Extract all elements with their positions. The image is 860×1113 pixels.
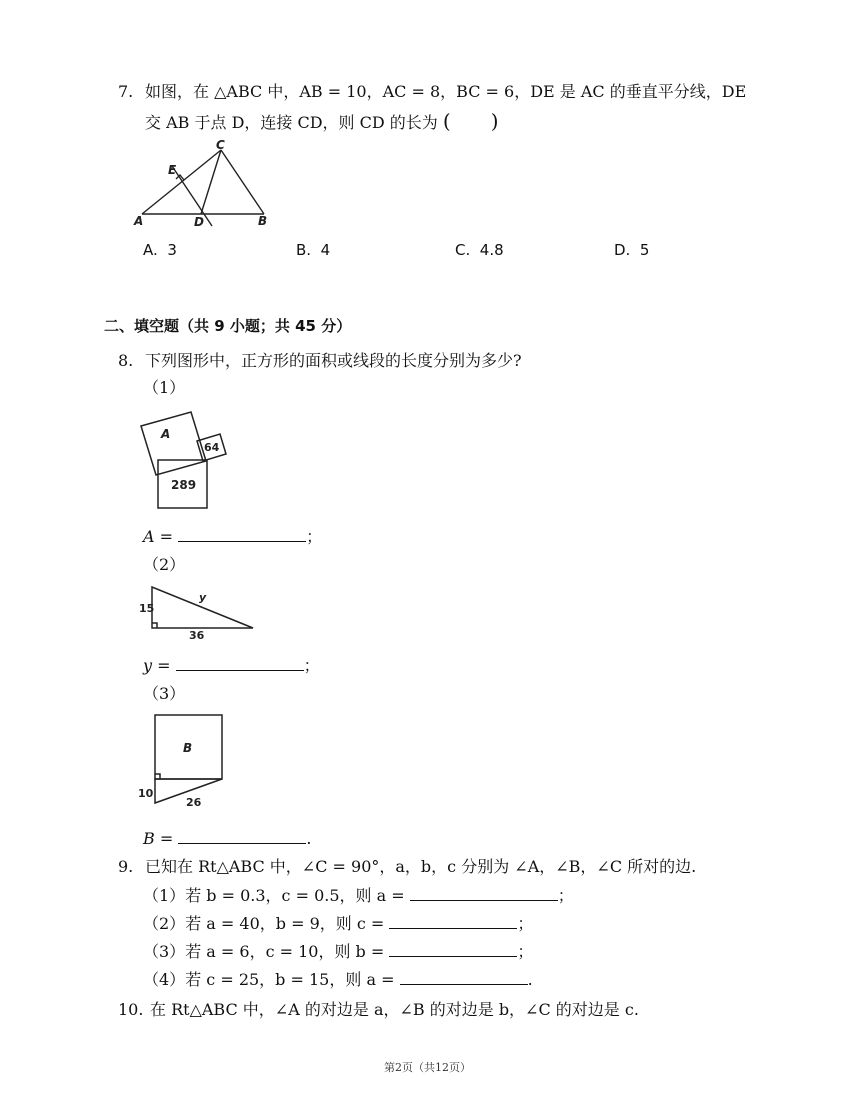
answer-prefix: B = bbox=[143, 829, 174, 848]
answer-blank[interactable] bbox=[178, 829, 306, 844]
q8-answer-a bbox=[143, 527, 322, 547]
leg-36-label: 36 bbox=[189, 629, 205, 640]
item-end: ； bbox=[517, 914, 534, 933]
q7-choice-b bbox=[296, 240, 330, 260]
square-64-label: 64 bbox=[204, 441, 220, 454]
item-end: . bbox=[527, 970, 533, 989]
q7-triangle-figure bbox=[130, 138, 280, 230]
section-title: 二、填空题（共 9 小题；共 45 分） bbox=[104, 317, 352, 335]
q9-item-4 bbox=[143, 970, 533, 990]
q9-item-2 bbox=[143, 914, 533, 934]
q10-text: 在 Rt△ABC 中，∠A 的对边是 a，∠B 的对边是 b，∠C 的对边是 c. bbox=[150, 1000, 639, 1019]
answer-blank[interactable] bbox=[410, 886, 558, 901]
item-condition: 若 a = 40，b = 9，则 c = bbox=[185, 914, 385, 933]
hyp-26-label: 26 bbox=[186, 796, 202, 809]
square-a-label: A bbox=[161, 427, 171, 441]
item-label: （3） bbox=[143, 942, 186, 961]
item-end: ； bbox=[557, 886, 574, 905]
answer-blank[interactable] bbox=[400, 970, 528, 985]
q7-label-a: A bbox=[134, 214, 144, 228]
q7-number: 7. bbox=[118, 82, 134, 101]
q9-text: 已知在 Rt△ABC 中，∠C = 90°，a，b，c 分别为 ∠A，∠B，∠C 所对的边. bbox=[145, 857, 697, 876]
q7-answer-paren: ( ) bbox=[442, 109, 499, 133]
choice-letter: D. bbox=[614, 241, 631, 259]
q7-choice-d bbox=[614, 240, 649, 260]
q7-text-line1: 如图，在 △ABC 中，AB = 10，AC = 8，BC = 6，DE 是 AC 的垂直平分线，DE bbox=[145, 82, 747, 101]
q7-seg-cd bbox=[201, 150, 221, 214]
answer-blank[interactable] bbox=[389, 914, 517, 929]
q7-line2-text: 交 AB 于点 D，连接 CD，则 CD 的长为 bbox=[145, 113, 438, 132]
q7-choice-c bbox=[455, 240, 504, 260]
q9-item-1 bbox=[143, 886, 574, 906]
q7-seg-bc bbox=[221, 150, 264, 214]
q8-number: 8. bbox=[118, 351, 134, 370]
choice-letter: B. bbox=[296, 241, 312, 259]
answer-blank[interactable] bbox=[178, 527, 306, 542]
q9-number: 9. bbox=[118, 857, 134, 876]
item-condition: 若 a = 6，c = 10，则 b = bbox=[185, 942, 385, 961]
q7-seg-ac bbox=[142, 150, 221, 214]
answer-prefix: y = bbox=[143, 656, 171, 675]
square-a-shape bbox=[141, 412, 206, 475]
answer-prefix: A = bbox=[143, 527, 174, 546]
q8-answer-b bbox=[143, 829, 311, 849]
q9-item-3 bbox=[143, 942, 533, 962]
item-label: （2） bbox=[143, 914, 186, 933]
choice-value: 3 bbox=[167, 241, 177, 259]
item-condition: 若 c = 25，b = 15，则 a = bbox=[185, 970, 395, 989]
choice-letter: A. bbox=[143, 241, 158, 259]
choice-value: 4.8 bbox=[479, 241, 504, 259]
square-b-label: B bbox=[183, 741, 193, 755]
item-label: （1） bbox=[143, 886, 186, 905]
answer-end: . bbox=[306, 829, 312, 848]
q8-part2-label: （2） bbox=[143, 555, 186, 574]
item-label: （4） bbox=[143, 970, 186, 989]
q7-label-e: E bbox=[168, 163, 177, 177]
choice-value: 5 bbox=[639, 241, 650, 259]
answer-blank[interactable] bbox=[389, 942, 517, 957]
answer-blank[interactable] bbox=[176, 656, 304, 671]
page-footer: 第2页（共12页） bbox=[384, 1061, 471, 1074]
choice-letter: C. bbox=[455, 241, 471, 259]
choice-value: 4 bbox=[320, 241, 331, 259]
q10-number: 10. bbox=[118, 1000, 144, 1019]
q8-squares-figure bbox=[135, 403, 230, 513]
q8-part3-label: （3） bbox=[143, 684, 186, 703]
q7-choice-a bbox=[143, 240, 177, 260]
q7-label-b: B bbox=[258, 214, 268, 228]
answer-end: ； bbox=[303, 656, 320, 675]
q8-part1-label: （1） bbox=[143, 378, 186, 397]
q8-square-triangle-figure bbox=[133, 711, 233, 811]
q8-right-triangle-figure bbox=[135, 584, 260, 640]
q7-label-d: D bbox=[194, 215, 204, 229]
q8-answer-y bbox=[143, 656, 320, 676]
answer-end: ； bbox=[306, 527, 323, 546]
square-289-label: 289 bbox=[171, 478, 197, 492]
leg-10-label: 10 bbox=[138, 787, 154, 800]
hypotenuse-y-label: y bbox=[199, 591, 207, 604]
q7-label-c: C bbox=[216, 138, 225, 152]
q7-text-line2 bbox=[145, 111, 499, 133]
item-end: ； bbox=[517, 942, 534, 961]
q8-text: 下列图形中，正方形的面积或线段的长度分别为多少? bbox=[145, 351, 522, 370]
item-condition: 若 b = 0.3，c = 0.5，则 a = bbox=[185, 886, 405, 905]
leg-15-label: 15 bbox=[139, 602, 155, 615]
